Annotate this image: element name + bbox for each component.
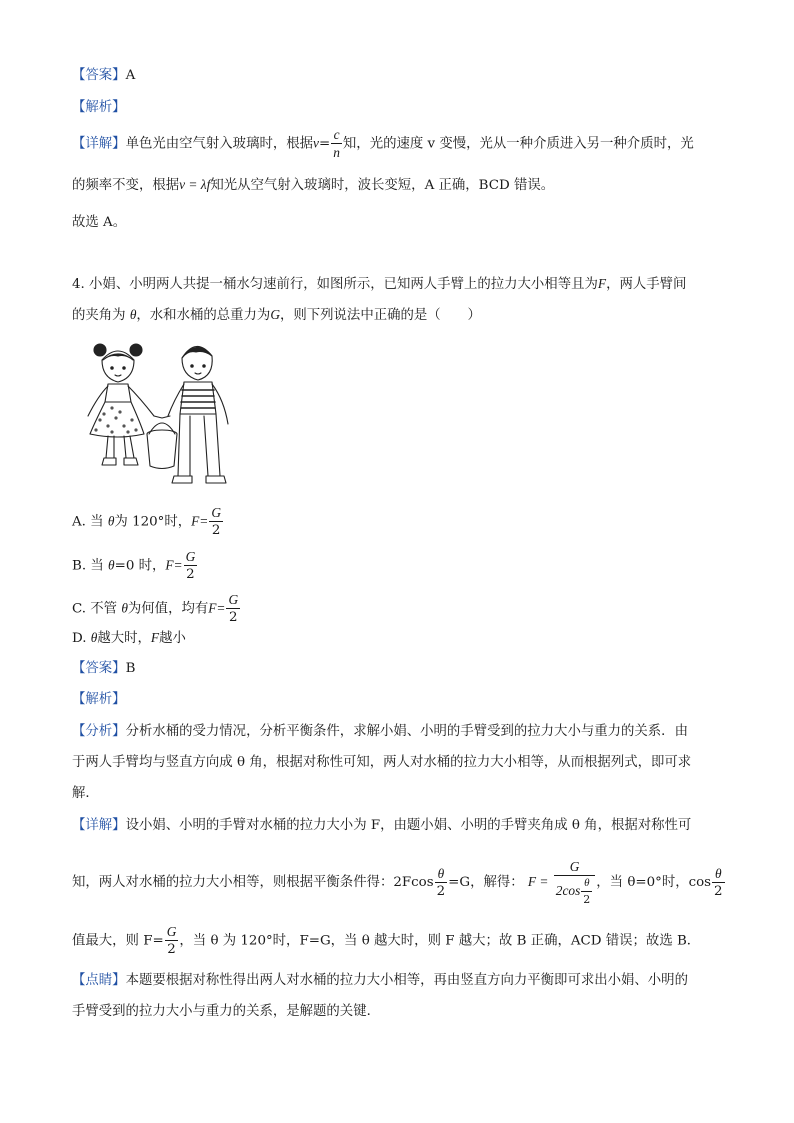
fraction-theta-over-2-small: $\frac{\theta}{2}$ (583, 877, 591, 907)
fenxi-text: 解． (72, 786, 99, 801)
var-theta: θ (108, 557, 115, 573)
detail-tag: 【详解】 (72, 136, 126, 152)
girl-figure (88, 344, 154, 465)
detail-line-4 (72, 860, 726, 905)
stem-text: ，水和水桶的总重力为 (136, 308, 271, 323)
dianjing-line-2 (72, 1002, 380, 1022)
option-a (72, 506, 224, 538)
analysis-tag: 【解析】 (72, 692, 126, 707)
var-G: G (270, 307, 280, 322)
var-theta: θ (90, 630, 98, 645)
boy-figure (168, 346, 228, 483)
fraction-c-over-n: $\frac{c}{n}$ (333, 127, 340, 161)
fenxi-text: 于两人手臂均与竖直方向成 θ 角，根据对称性可知，两人对水桶的拉力大小相等，从而根据列式，即可求 (72, 755, 692, 770)
option-text: 为何值，均有 (127, 601, 209, 617)
var-F: F (597, 276, 607, 291)
analysis-tag: 【解析】 (72, 100, 126, 115)
answer-value: B (125, 661, 136, 676)
detail-text: 值最大，则 F= (72, 933, 164, 949)
detail-text: 知，两人对水桶的拉力大小相等，则根据平衡条件得：2Fcos (72, 875, 434, 891)
formula-lhs: F = (527, 874, 549, 890)
answer-line-1 (72, 66, 135, 86)
answer-value: A (125, 68, 136, 83)
fraction-theta-over-2: $\frac{\theta}{2}$ (714, 865, 723, 900)
var-F: F (150, 630, 160, 645)
formula-eq: = (318, 136, 331, 152)
var-theta: θ (107, 513, 115, 529)
fenxi-text: 分析水桶的受力情况，分析平衡条件，求解小娟、小明的手臂受到的拉力大小与重力的关系．由 (125, 724, 688, 739)
fenxi-line-2 (72, 753, 691, 773)
var-F: F= (191, 513, 209, 529)
question-stem-line-1 (72, 274, 686, 295)
detail-line-5 (72, 925, 700, 957)
dianjing-tag: 【点睛】 (72, 973, 126, 988)
fraction-g-over-2: $\frac{G}{2}$ (166, 924, 177, 958)
stem-text: ，两人手臂间 (606, 277, 687, 292)
option-text: A. 当 (72, 514, 104, 530)
answer-tag: 【答案】 (72, 68, 126, 83)
detail-text: 知，光的速度 v 变慢，光从一种介质进入另一种介质时，光 (342, 136, 694, 152)
option-text: =0 时， (114, 558, 166, 574)
detail-line-1 (72, 128, 694, 160)
fraction-g-over-2: $\frac{G}{2}$ (228, 592, 239, 626)
formula-wave: v = λf (179, 177, 211, 192)
fraction-g-over-2: $\frac{G}{2}$ (211, 505, 221, 539)
children-carrying-bucket-illustration (78, 338, 238, 488)
detail-tag: 【详解】 (72, 818, 126, 833)
detail-text: 单色光由空气射入玻璃时，根据 (125, 136, 314, 152)
option-text: 为 120°时， (114, 514, 192, 530)
detail-text: ，当 θ=0°时，cos (596, 875, 712, 891)
var-F: F= (165, 557, 183, 573)
cos-text: 2cos (555, 883, 581, 899)
option-c (72, 593, 241, 625)
option-text: C. 不管 (72, 601, 118, 617)
option-text: D. (72, 631, 87, 646)
var-F: F= (208, 600, 226, 616)
var-theta: θ (121, 600, 128, 616)
answer-line-2 (72, 659, 135, 679)
detail-text: =G，解得： (448, 875, 524, 891)
dianjing-text: 手臂受到的拉力大小与重力的关系，是解题的关键． (72, 1004, 380, 1019)
option-text: 越大时， (97, 631, 151, 646)
stem-text: 的夹角为 (72, 308, 126, 323)
fenxi-line-3 (72, 784, 99, 804)
option-text: 越小 (159, 631, 186, 646)
detail-text: 的频率不变，根据 (72, 178, 180, 193)
var-theta: θ (129, 307, 137, 322)
dianjing-text: 本题要根据对称性得出两人对水桶的拉力大小相等，再由竖直方向力平衡即可求出小娟、小明的 (125, 973, 688, 988)
detail-text: 设小娟、小明的手臂对水桶的拉力大小为 F，由题小娟、小明的手臂夹角成 θ 角，根据对称性可 (125, 818, 692, 833)
fraction-theta-over-2: $\frac{\theta}{2}$ (436, 865, 446, 900)
option-text: B. 当 (72, 558, 104, 574)
dianjing-line-1 (72, 971, 688, 991)
answer-tag: 【答案】 (72, 661, 126, 676)
option-d (72, 628, 186, 649)
bucket-figure (147, 416, 177, 469)
conclusion-line-1 (72, 213, 126, 233)
detail-text: 知光从空气射入玻璃时，波长变短，A 正确，BCD 错误。 (210, 178, 555, 193)
detail-text: ，当 θ 为 120°时，F=G，当 θ 越大时，则 F 越大；故 B 正确，ACD 错误；故选 B． (179, 933, 701, 949)
fenxi-line-1 (72, 722, 688, 742)
analysis-line-1 (72, 98, 126, 118)
stem-text: 4. 小娟、小明两人共提一桶水匀速前行，如图所示，已知两人手臂上的拉力大小相等且为 (72, 277, 598, 292)
fraction-solution: G 2cos $\frac{\theta}{2}$ (554, 860, 596, 905)
stem-text: ，则下列说法中正确的是（ ） (279, 308, 481, 323)
analysis-line-2 (72, 690, 126, 710)
question-stem-line-2 (72, 305, 481, 326)
fenxi-tag: 【分析】 (72, 724, 126, 739)
conclusion-text: 故选 A。 (72, 215, 127, 230)
detail-line-2 (72, 175, 554, 196)
option-b (72, 550, 198, 582)
fraction-g-over-2: $\frac{G}{2}$ (185, 549, 196, 583)
formula-var: v (313, 135, 319, 151)
detail-line-3 (72, 816, 691, 836)
